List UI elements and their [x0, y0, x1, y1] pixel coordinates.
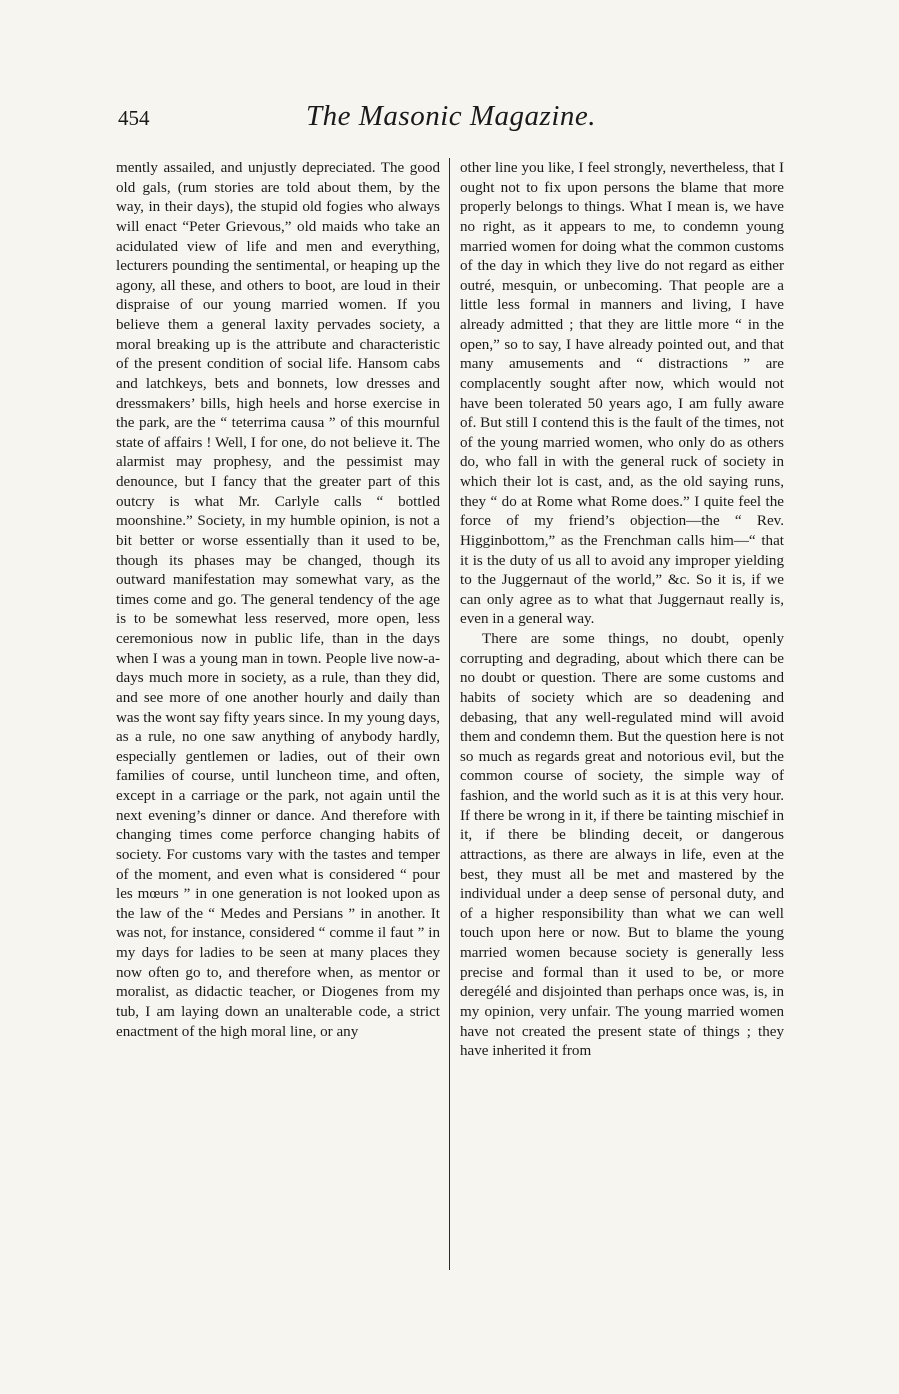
running-title: The Masonic Magazine.	[306, 100, 596, 132]
column-divider	[449, 158, 450, 1270]
right-paragraph-2: There are some things, no doubt, openly corrupting and degrading, about which there can be no doubt or question. There are some customs and habits of society which are so deadening and debasing, that any well-regulated mind will avoid them and condemn them. But the question here is not so much as regards great and notorious evil, but the common course of society, the simple way of fashion, and the world such as it is at this very hour. If there be wrong in it, if there be tainting mischief in it, if there be blinding deceit, or dangerous attractions, as there are always in life, even at the best, they must all be met and mastered by the individual under a deep sense of personal duty, and of a higher responsibility than what we can well touch upon here or now. But to blame the young married women because society is generally less precise and formal than it used to be, or more deregélé and disjointed than perhaps once was, is, in my opinion, very unfair. The young married women have not created the present state of things ; they have inherited it from	[460, 631, 784, 1060]
right-paragraph-1: other line you like, I feel strongly, nevertheless, that I ought not to fix upon persons the blame that more properly belongs to things. What I mean is, we have no right, as it appears to me, to condemn young married women for doing what the common customs of the day in which they live do not regard as either outré, mesquin, or unbecoming. That people are a little less formal in manners and living, I have already admitted ; that they are little more “ in the open,” so to say, I have already pointed out, and that many amusements and “ distractions ” are complacently sought after now, which would not have been tolerated 50 years ago, I am fully aware of. But still I contend this is the fault of the times, not of the young married women, who only do as others do, who fall in with the general ruck of society in which their lot is cast, and, as the old saying runs, they “ do at Rome what Rome does.” I quite feel the force of my friend’s objection—the “ Rev. Higginbottom,” as the Frenchman calls him—“ that it is the duty of us all to avoid any improper yielding to the Juggernaut of the world,” &c. So it is, if we can only agree as to what that Juggernaut really is, even in a general way.	[460, 160, 784, 628]
left-paragraph-1: mently assailed, and unjustly depreciated. The good old gals, (rum stories are told about them, by the way, in their days), the stupid old fogies who always will enact “Peter Grievous,” old maids who take an acidulated view of life and men and everything, lecturers pounding the sentimental, or heaping up the agony, all these, and others to boot, are loud in their dispraise of our young married women. If you believe them a general laxity pervades society, a moral breaking up is the attribute and characteristic of the present condition of social life. Hansom cabs and latchkeys, bets and bonnets, low dresses and dressmakers’ bills, high heels and horse exercise in the park, are the “ teterrima causa ” of this mournful state of affairs ! Well, I for one, do not believe it. The alarmist may prophesy, and the pessimist may denounce, but I fancy that the greater part of this outcry is what Mr. Carlyle calls “ bottled moonshine.” Society, in my humble opinion, is not a bit better or worse essentially than it used to be, though its phases may be changed, though its outward manifestation may somewhat vary, as the times come and go. The general tendency of the age is to be somewhat less reserved, more open, less ceremonious now in public life, than in the days when I was a young man in town. People live now-a-days much more in society, as a rule, than they did, and see more of one another hourly and daily than was the wont say fifty years since. In my young days, as a rule, no one saw anything of anybody hardly, especially gentlemen or ladies, out of their own families of course, until luncheon time, and often, except in a carriage or the park, not again until the next evening’s dinner or dance. And therefore with changing times come perforce changing habits of society. For customs vary with the tastes and temper of the moment, and even what is considered “ pour les mœurs ” in one generation is not looked upon as the law of the “ Medes and Persians ” in another. It was not, for instance, considered “ comme il faut ” in my days for ladies to be seen at many places they now often go to, and therefore when, as mentor or moralist, as didactic teacher, or Diogenes from my tub, I am laying down an unalterable code, a strict enactment of the high moral line, or any	[116, 160, 440, 1040]
right-column	[460, 159, 784, 1062]
left-column	[116, 159, 440, 1042]
page-header	[118, 98, 784, 138]
page-number: 454	[118, 106, 150, 130]
